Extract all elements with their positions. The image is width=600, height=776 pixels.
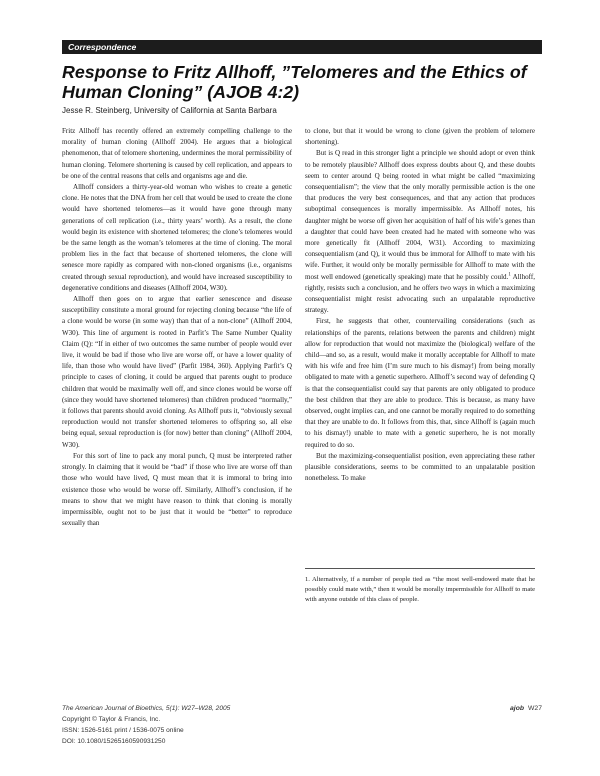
footer-page: [480, 703, 542, 714]
author-line: Jesse R. Steinberg, University of California at Santa Barbara: [62, 106, 277, 115]
paragraph: Fritz Allhoff has recently offered an extremely compelling challenge to the morality of human cloning (Allhoff 2004). He argues that a biological phenomenon, that of telomere shortening, undermines the moral permissibility of human cloning. Telomere shortening is caused by cell replication, and appears to be one of the central reasons that cells and organisms age and die.: [62, 127, 292, 180]
paragraph: [305, 148, 535, 316]
footer-doi[interactable]: DOI: 10.1080/15265160590931250: [62, 738, 166, 745]
body-column-left: [62, 126, 292, 529]
journal-brand: ajob: [510, 705, 525, 712]
footnote-divider: [305, 568, 535, 569]
paragraph: For this sort of line to pack any moral punch, Q must be interpreted rather strongly. In claiming that it would be “bad” if those who live are worse off than those who would have lived, Q must mean that it is immoral to bring into existence those who would be worse off. Similarly, Allhoff’s conclusion, if he means to show that we might have reason to think that cloning is morally impermissible, ought not to be just that it would be “better” to reproduce sexually than: [62, 451, 292, 528]
footer-issn: ISSN: 1526-5161 print / 1536-0075 online: [62, 727, 184, 734]
body-column-right: [305, 126, 535, 485]
footer-citation: [62, 703, 322, 747]
footnote-marker[interactable]: 1: [508, 272, 511, 278]
section-tag: Correspondence: [62, 40, 542, 54]
paragraph: Allhoff considers a thirty-year-old woman who wishes to create a genetic clone. He notes that the DNA from her cell that would be used to create the clone would have shortened telomeres—as it would have gone through many generations of cell replication (i.e., thirty years’ worth). As a result, the clone would begin its existence with shortened telomeres; the clone’s telomeres would be the same length as the woman’s telomeres at the time of cloning. The moral problem lies in the fact that because of shortened telomeres, the clone will senesce more rapidly as compared with non-cloned organisms (i.e., organisms created through sexual reproduction), and would have increased susceptibility to degenerative conditions and diseases (Allhoff 2004, W30).: [62, 183, 292, 292]
footer-journal: The American Journal of Bioethics, 5(1): W27–W28, 2005: [62, 705, 231, 712]
paragraph: Allhoff then goes on to argue that earlier senescence and disease susceptibility constitute a moral ground for rejecting cloning because “the life of a clone would be worse (in some way) than that of a non-clone” (Allhoff 2004, W30). This line of argument is rooted in Parfit’s The Same Number Quality Claim (Q): “If in either of two outcomes the same number of people would ever live, it would be bad if those who live are worse off, or have a lower quality of life, than those who would have lived” (Parfit 1984, 360). Applying Parfit’s Q principle to cases of cloning, it could be argued that parents ought to produce children that would be maximally well off, and since clones would be worse off (since they would have shortened telomeres) than children produced “normally,” it follows that parents should avoid cloning. As Allhoff puts it, “obviously sexual reproduction would not transfer shortened telomeres to offspring so, all else being equal, sexual reproduction is (for now) better than cloning” (Allhoff 2004, W30).: [62, 295, 292, 449]
paragraph: First, he suggests that other, countervailing considerations (such as relationships of the parents, relations between the parents and children) might allow for reproduction that would not maximize the (biological) welfare of the child—and so, as a result, would make it morally acceptable for Allhoff to mate with his wife and free him (I’m sure much to his dismay!) from being morally obligated to mate with a genetic superhero. Allhoff’s second way of defending Q is that the consequentialist could say that parents are only obligated to produce the best children that they are able to produce. This is because, as many have observed, ought implies can, and one cannot be morally required to do something that they are unable to do. It follows from this, that, since Allhoff is (again much to his dismay!) unable to mate with a genetic superhero, he is not morally required to do so.: [305, 317, 535, 449]
paragraph: to clone, but that it would be wrong to clone (given the problem of telomere shortening).: [305, 127, 535, 147]
page-number: W27: [528, 705, 542, 712]
paragraph-text: Allhoff, rightly, resists such a conclusion, and he offers two ways in which a maximizing consequentialist might resist advocating such an unpalatable reproductive strategy.: [305, 272, 535, 315]
footer-copyright: Copyright © Taylor & Francis, Inc.: [62, 716, 161, 723]
paragraph-text: But is Q read in this stronger light a principle we should adopt or even think to be remotely plausible? Allhoff does express doubts about Q, and these doubts seem to center around Q being rooted in what might be called “maximizing consequentialism”; the view that the only morally permissible action is the one that produces the very best consequences, and that any action that produces suboptimal consequences is morally impermissible. As Allhoff notes, his daughter might be worse off given her acquisition of half of his wife’s genes than a daughter that could have been created had he mated with someone who was more genetically fit (Allhoff 2004, W31). According to maximizing consequentialism (and Q), it would thus be immoral for Allhoff to mate with his wife. Further, it would only be morally permissible for Allhoff to mate with the most well endowed (genetically speaking) mate that he possibly could.: [305, 149, 535, 281]
article-title: Response to Fritz Allhoff, ”Telomeres and the Ethics of Human Cloning” (AJOB 4:2): [62, 62, 527, 102]
paragraph: But the maximizing-consequentialist position, even appreciating these rather plausible considerations, seems to be committed to an unpalatable position nonetheless. To make: [305, 451, 535, 483]
footnote: 1. Alternatively, if a number of people tied as “the most well-endowed mate that he possibly could mate with,” then it would be morally impermissible for Allhoff to mate with anyone outside of this class of people.: [305, 576, 535, 604]
